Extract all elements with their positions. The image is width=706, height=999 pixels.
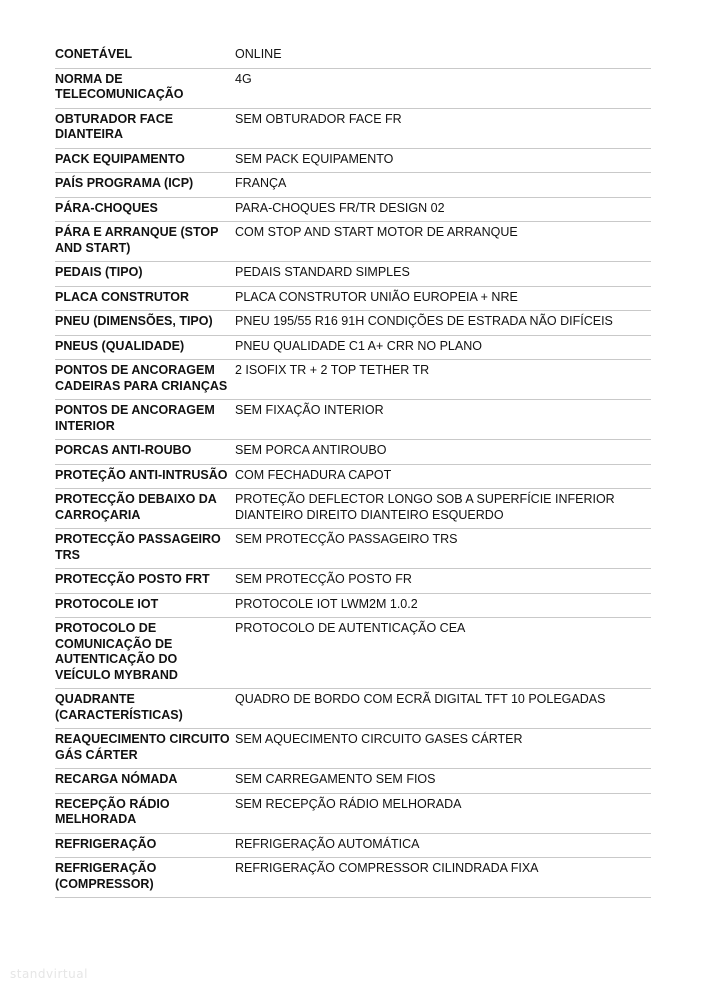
spec-row (55, 793, 651, 833)
spec-value: PARA-CHOQUES FR/TR DESIGN 02 (235, 197, 651, 222)
spec-label: PROTECÇÃO POSTO FRT (55, 569, 235, 594)
spec-value: REFRIGERAÇÃO AUTOMÁTICA (235, 833, 651, 858)
spec-row (55, 262, 651, 287)
spec-label: CONETÁVEL (55, 44, 235, 68)
spec-label: REFRIGERAÇÃO (COMPRESSOR) (55, 858, 235, 898)
spec-label: PÁRA-CHOQUES (55, 197, 235, 222)
spec-value: PEDAIS STANDARD SIMPLES (235, 262, 651, 287)
spec-label: RECARGA NÓMADA (55, 769, 235, 794)
spec-row (55, 464, 651, 489)
spec-value: ONLINE (235, 44, 651, 68)
spec-label: PNEU (DIMENSÕES, TIPO) (55, 311, 235, 336)
spec-value: PROTEÇÃO DEFLECTOR LONGO SOB A SUPERFÍCIE INFERIOR DIANTEIRO DIREITO DIANTEIRO ESQUERDO (235, 489, 651, 529)
spec-label: PEDAIS (TIPO) (55, 262, 235, 287)
spec-value: SEM FIXAÇÃO INTERIOR (235, 400, 651, 440)
spec-label: RECEPÇÃO RÁDIO MELHORADA (55, 793, 235, 833)
spec-row (55, 311, 651, 336)
spec-value: 4G (235, 68, 651, 108)
spec-value: SEM PROTECÇÃO POSTO FR (235, 569, 651, 594)
spec-value: PNEU QUALIDADE C1 A+ CRR NO PLANO (235, 335, 651, 360)
spec-table (55, 44, 651, 898)
spec-row (55, 529, 651, 569)
spec-value: FRANÇA (235, 173, 651, 198)
spec-label: PROTOCOLO DE COMUNICAÇÃO DE AUTENTICAÇÃO DO VEÍCULO MYBRAND (55, 618, 235, 689)
spec-row (55, 68, 651, 108)
spec-row (55, 440, 651, 465)
spec-row (55, 593, 651, 618)
spec-label: PROTOCOLE IOT (55, 593, 235, 618)
spec-label: PAÍS PROGRAMA (ICP) (55, 173, 235, 198)
spec-value: PROTOCOLO DE AUTENTICAÇÃO CEA (235, 618, 651, 689)
spec-label: PONTOS DE ANCORAGEM CADEIRAS PARA CRIANÇAS (55, 360, 235, 400)
spec-label: PORCAS ANTI-ROUBO (55, 440, 235, 465)
spec-value: REFRIGERAÇÃO COMPRESSOR CILINDRADA FIXA (235, 858, 651, 898)
spec-value: COM FECHADURA CAPOT (235, 464, 651, 489)
spec-row (55, 335, 651, 360)
spec-row (55, 858, 651, 898)
spec-row (55, 400, 651, 440)
spec-value: SEM PORCA ANTIROUBO (235, 440, 651, 465)
spec-label: NORMA DE TELECOMUNICAÇÃO (55, 68, 235, 108)
spec-value: QUADRO DE BORDO COM ECRÃ DIGITAL TFT 10 POLEGADAS (235, 689, 651, 729)
spec-row (55, 148, 651, 173)
spec-row (55, 618, 651, 689)
spec-row (55, 689, 651, 729)
spec-value: SEM OBTURADOR FACE FR (235, 108, 651, 148)
spec-label: PACK EQUIPAMENTO (55, 148, 235, 173)
spec-value: SEM RECEPÇÃO RÁDIO MELHORADA (235, 793, 651, 833)
spec-value: SEM PACK EQUIPAMENTO (235, 148, 651, 173)
spec-label: PROTECÇÃO PASSAGEIRO TRS (55, 529, 235, 569)
spec-label: PÁRA E ARRANQUE (STOP AND START) (55, 222, 235, 262)
spec-label: PONTOS DE ANCORAGEM INTERIOR (55, 400, 235, 440)
spec-value: SEM PROTECÇÃO PASSAGEIRO TRS (235, 529, 651, 569)
spec-label: PROTEÇÃO ANTI-INTRUSÃO (55, 464, 235, 489)
spec-row (55, 286, 651, 311)
spec-value: PROTOCOLE IOT LWM2M 1.0.2 (235, 593, 651, 618)
spec-row (55, 833, 651, 858)
spec-row (55, 769, 651, 794)
spec-value: PNEU 195/55 R16 91H CONDIÇÕES DE ESTRADA NÃO DIFÍCEIS (235, 311, 651, 336)
spec-row (55, 197, 651, 222)
spec-table-body (55, 44, 651, 898)
spec-value: SEM CARREGAMENTO SEM FIOS (235, 769, 651, 794)
spec-label: PROTECÇÃO DEBAIXO DA CARROÇARIA (55, 489, 235, 529)
spec-value: COM STOP AND START MOTOR DE ARRANQUE (235, 222, 651, 262)
spec-row (55, 173, 651, 198)
spec-row (55, 569, 651, 594)
spec-label: PLACA CONSTRUTOR (55, 286, 235, 311)
spec-row (55, 222, 651, 262)
spec-row (55, 729, 651, 769)
spec-value: PLACA CONSTRUTOR UNIÃO EUROPEIA + NRE (235, 286, 651, 311)
spec-label: PNEUS (QUALIDADE) (55, 335, 235, 360)
spec-value: SEM AQUECIMENTO CIRCUITO GASES CÁRTER (235, 729, 651, 769)
watermark-logo: standvirtual (10, 967, 88, 981)
spec-label: REAQUECIMENTO CIRCUITO GÁS CÁRTER (55, 729, 235, 769)
spec-row (55, 108, 651, 148)
spec-row (55, 360, 651, 400)
spec-label: OBTURADOR FACE DIANTEIRA (55, 108, 235, 148)
spec-label: REFRIGERAÇÃO (55, 833, 235, 858)
spec-value: 2 ISOFIX TR + 2 TOP TETHER TR (235, 360, 651, 400)
spec-label: QUADRANTE (CARACTERÍSTICAS) (55, 689, 235, 729)
spec-row (55, 44, 651, 68)
spec-row (55, 489, 651, 529)
